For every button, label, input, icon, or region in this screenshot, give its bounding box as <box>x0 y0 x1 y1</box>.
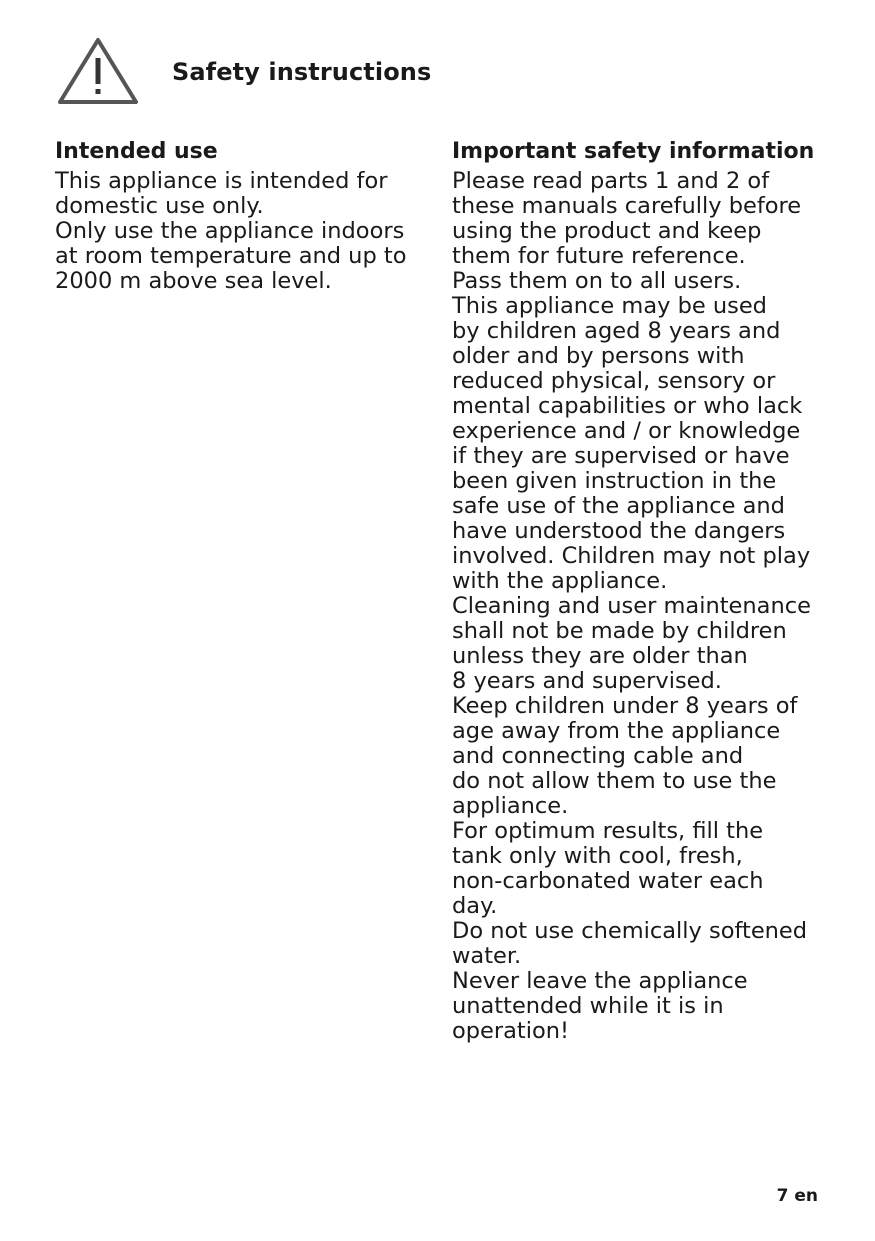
text-line: if they are supervised or have <box>452 443 790 469</box>
intended-use-body <box>55 169 427 294</box>
text-line: Do not use chemically softened <box>452 918 808 944</box>
text-line: involved. Children may not play <box>452 543 811 569</box>
text-line: these manuals carefully before <box>452 193 802 219</box>
text-line: 8 years and supervised. <box>452 668 722 694</box>
important-safety-heading: Important safety information <box>452 139 815 164</box>
text-line: unless they are older than <box>452 643 748 669</box>
text-line: domestic use only. <box>55 193 264 219</box>
text-line: reduced physical, sensory or <box>452 368 776 394</box>
text-line: This appliance may be used <box>452 293 767 319</box>
text-line: them for future reference. <box>452 243 746 269</box>
text-line: Keep children under 8 years of <box>452 693 798 719</box>
text-line: Cleaning and user maintenance <box>452 593 811 619</box>
text-line: Please read parts 1 and 2 of <box>452 168 770 194</box>
text-line: by children aged 8 years and <box>452 318 781 344</box>
text-line: at room temperature and up to <box>55 243 407 269</box>
text-line: Pass them on to all users. <box>452 268 742 294</box>
text-line: experience and / or knowledge <box>452 418 801 444</box>
text-line: Only use the appliance indoors <box>55 218 405 244</box>
text-line: with the appliance. <box>452 568 668 594</box>
page-title: Safety instructions <box>172 58 432 86</box>
text-line: and connecting cable and <box>452 743 744 769</box>
page-header <box>56 36 756 106</box>
text-line: Never leave the appliance <box>452 968 748 994</box>
text-line: This appliance is intended for <box>55 168 388 194</box>
intended-use-heading: Intended use <box>55 139 218 164</box>
text-line: have understood the dangers <box>452 518 786 544</box>
important-safety-body <box>452 169 832 1044</box>
text-line: safe use of the appliance and <box>452 493 785 519</box>
text-line: mental capabilities or who lack <box>452 393 803 419</box>
text-line: operation! <box>452 1018 570 1044</box>
intended-use-section <box>55 137 427 294</box>
text-line: For optimum results, fill the <box>452 818 764 844</box>
page-number: 7 en <box>776 1186 818 1206</box>
text-line: do not allow them to use the <box>452 768 777 794</box>
text-line: unattended while it is in <box>452 993 724 1019</box>
text-line: appliance. <box>452 793 569 819</box>
warning-triangle-icon <box>56 36 140 106</box>
text-line: water. <box>452 943 522 969</box>
important-safety-section <box>452 137 832 1044</box>
text-line: older and by persons with <box>452 343 745 369</box>
text-line: age away from the appliance <box>452 718 781 744</box>
text-line: tank only with cool, fresh, <box>452 843 743 869</box>
text-line: non-carbonated water each <box>452 868 764 894</box>
text-line: shall not be made by children <box>452 618 787 644</box>
text-line: using the product and keep <box>452 218 762 244</box>
text-line: 2000 m above sea level. <box>55 268 332 294</box>
text-line: been given instruction in the <box>452 468 777 494</box>
text-line: day. <box>452 893 498 919</box>
